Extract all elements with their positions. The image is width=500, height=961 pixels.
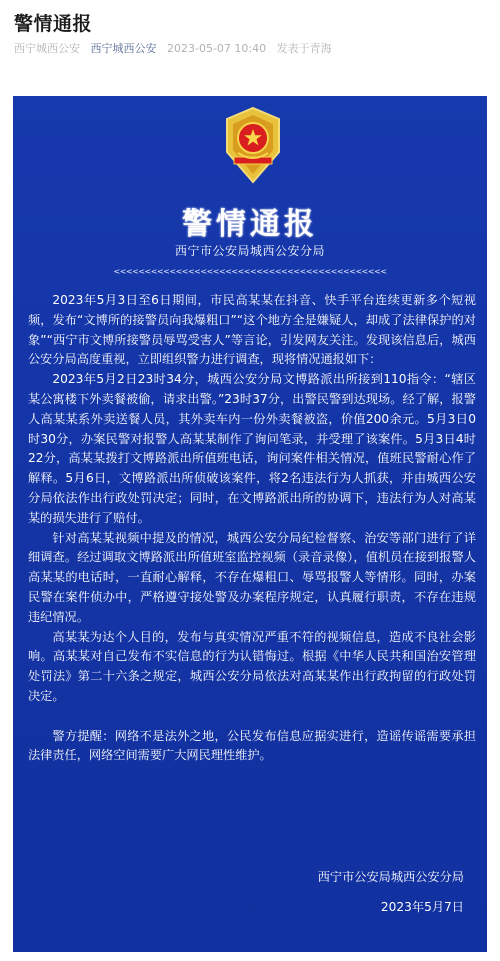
account-link[interactable]: 西宁城西公安 xyxy=(90,42,157,55)
article-meta xyxy=(14,40,339,56)
article-title: 警情通报 xyxy=(14,13,93,35)
author-name: 西宁城西公安 xyxy=(14,42,80,55)
notice-headline: 警情通报 xyxy=(182,207,318,242)
notice-body xyxy=(28,291,476,766)
notice-image xyxy=(13,96,487,952)
issuer-name: 西宁市公安局城西公安分局 xyxy=(174,244,325,258)
decorative-divider: <<<<<<<<<<<<<<<<<<<<<<<<<<<<<<<<<<<<<<<<<<<< xyxy=(113,267,387,276)
publish-time: 2023-05-07 10:40 xyxy=(167,42,267,55)
signature-date: 2023年5月7日 xyxy=(380,900,464,914)
police-emblem-icon xyxy=(218,105,288,185)
paragraph-incident: 2023年5月2日23时34分，城西公安分局文博路派出所接到110指令：“辖区某公寓楼下外卖餐被偷，请求出警。”23时37分，出警民警到达现场。经了解，报警人高某某系外卖送餐人员，其外卖车内一份外卖餐被盗，价值200余元。5月3日0时30分，办案民警对报警人高某某制作了询问笔录，并受理了该案件。5月3日4时22分，高某某拨打文博路派出所值班电话，询问案件相关情况，值班民警耐心作了解释。5月6日，文博路派出所侦破该案件，将2名违法行为人抓获，并由城西公安分局依法作出行政处罚决定；同时，在文博路派出所的协调下，违法行为人对高某某的损失进行了赔付。 xyxy=(28,372,476,525)
paragraph-reminder: 警方提醒：网络不是法外之地，公民发布信息应据实进行，造谣传谣需要承担法律责任，网络空间需要广大网民理性维护。 xyxy=(28,728,476,763)
paragraph-penalty: 高某某为达个人目的，发布与真实情况严重不符的视频信息，造成不良社会影响。高某某对自己发布不实信息的行为认错悔过。根据《中华人民共和国治安管理处罚法》第二十六条之规定，城西公安分局依法对高某某作出行政拘留的行政处罚决定。 xyxy=(28,629,476,703)
paragraph-investigation: 针对高某某视频中提及的情况，城西公安分局纪检督察、治安等部门进行了详细调查。经过调取文博路派出所值班室监控视频（录音录像），值机员在接到报警人高某某的电话时，一直耐心解释，不存在爆粗口、辱骂报警人等情形。同时，办案民警在案件侦办中，严格遵守接处警及办案程序规定，认真履行职责，不存在违规违纪情况。 xyxy=(28,530,476,624)
signature-org: 西宁市公安局城西公安分局 xyxy=(317,870,464,884)
publish-location: 发表于青海 xyxy=(276,42,332,55)
paragraph-intro: 2023年5月3日至6日期间，市民高某某在抖音、快手平台连续更新多个短视频，发布“文博所的接警员向我爆粗口”“这个地方全是嫌疑人，却成了法律保护的对象”“西宁市文博所接警员辱骂受害人”等言论，引发网友关注。发现该信息后，城西公安分局高度重视，立即组织警力进行调查，现将情况通报如下： xyxy=(28,293,476,367)
